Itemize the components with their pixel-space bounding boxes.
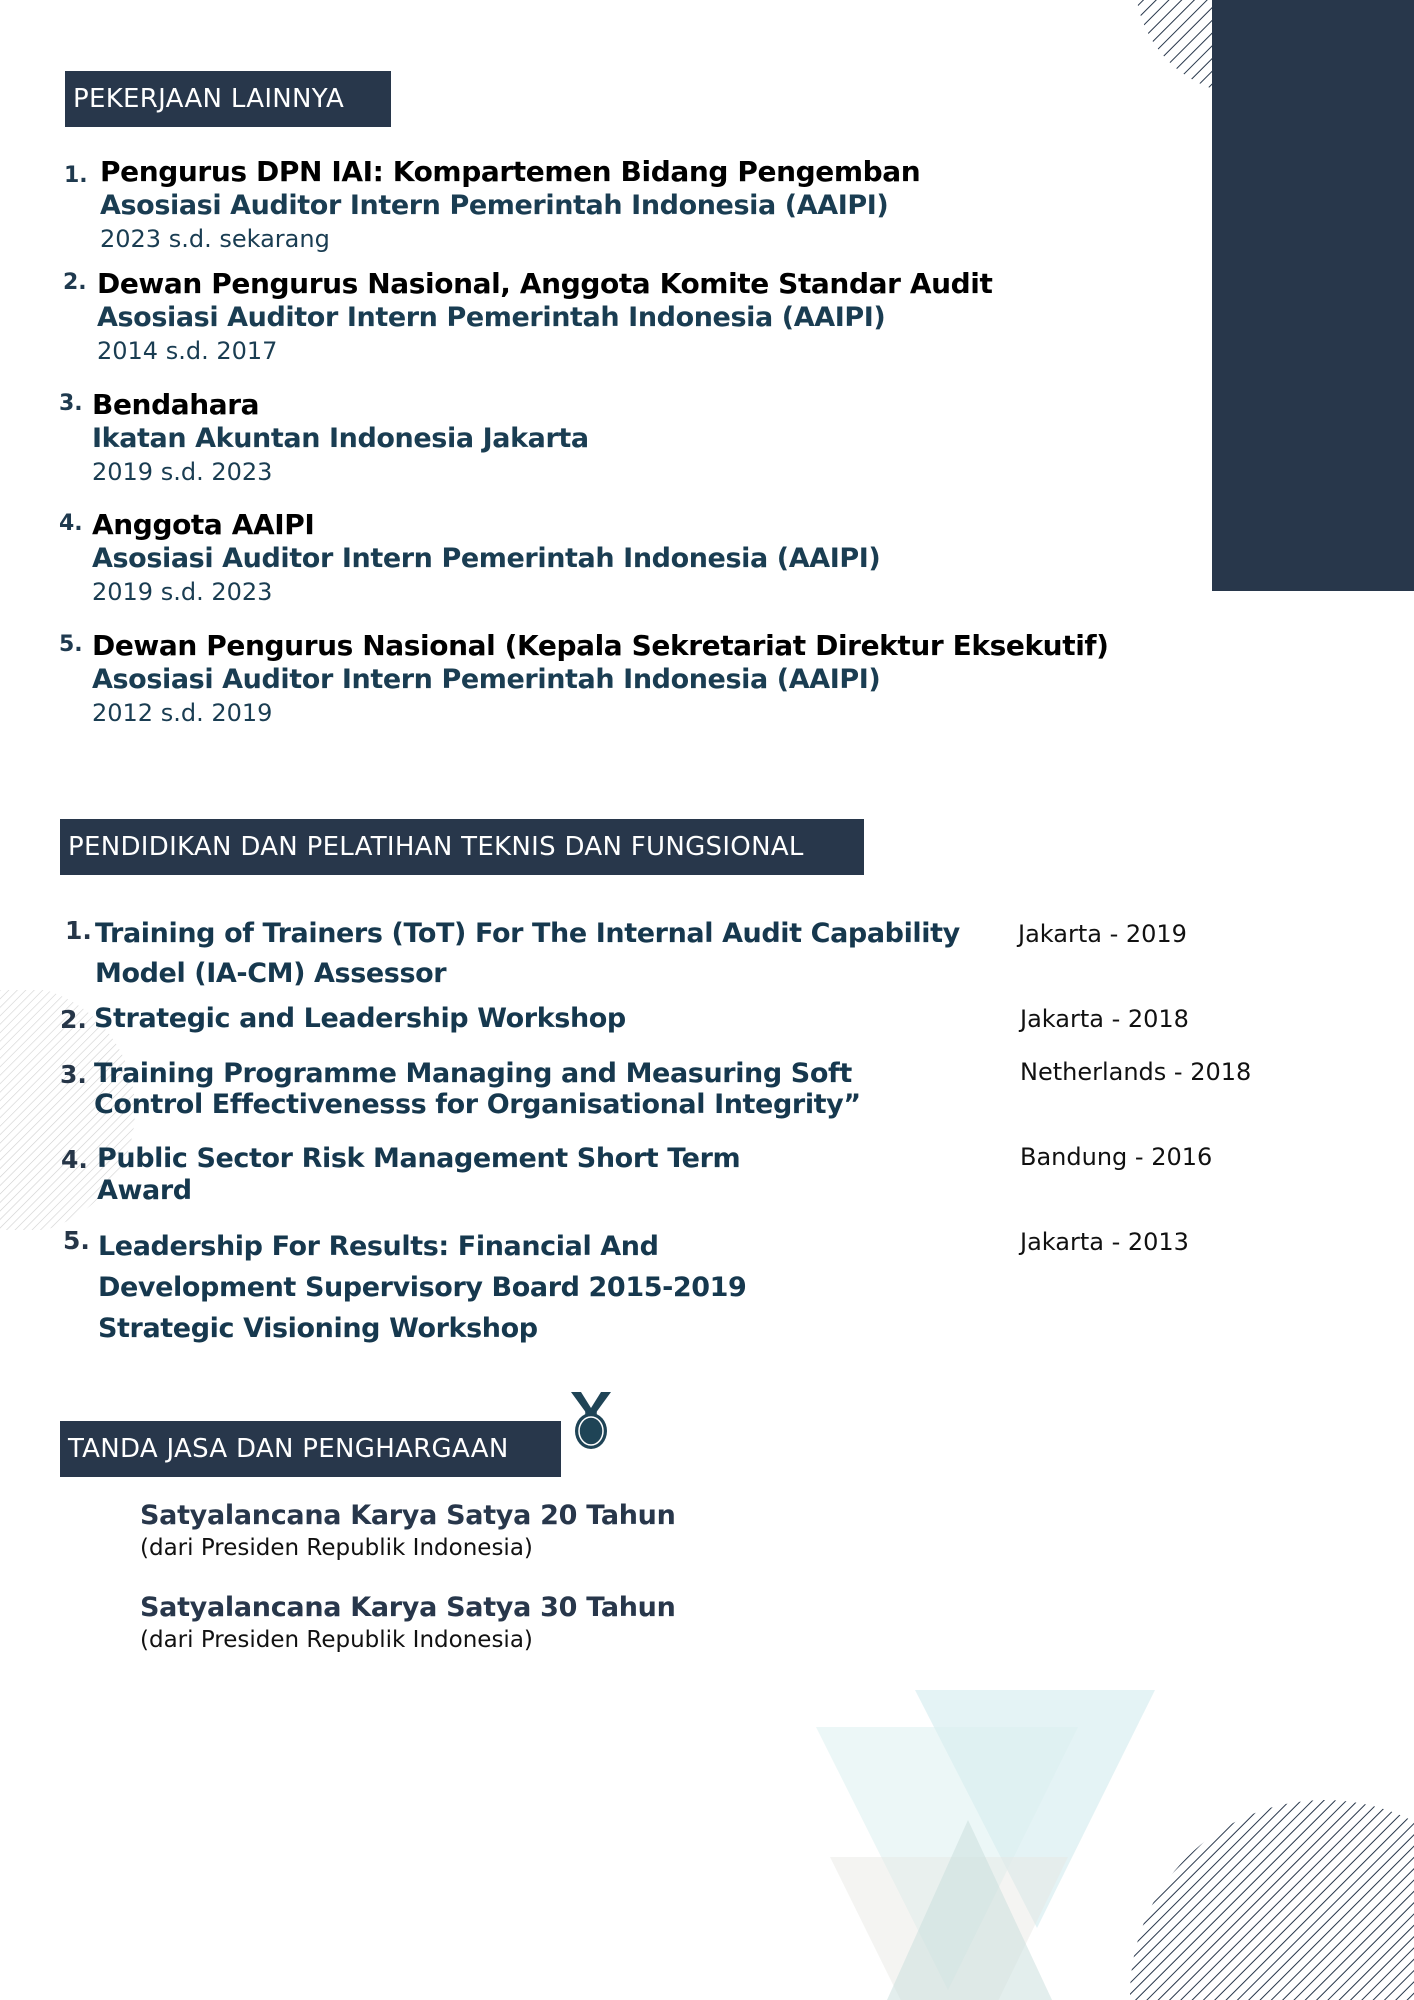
job-organization: Asosiasi Auditor Intern Pemerintah Indonesia (AAIPI)	[92, 664, 881, 695]
item-number: 4.	[59, 511, 83, 536]
job-title: Dewan Pengurus Nasional, Anggota Komite Standar Audit	[97, 267, 993, 300]
job-organization: Asosiasi Auditor Intern Pemerintah Indonesia (AAIPI)	[97, 302, 886, 333]
training-title: Development Supervisory Board 2015-2019	[98, 1272, 747, 1303]
item-number: 5.	[59, 632, 83, 657]
training-item	[63, 1226, 1189, 1349]
list-item	[59, 629, 1109, 727]
list-item	[64, 155, 921, 253]
training-title: Control Effectivenesss for Organisational Integrity”	[94, 1089, 861, 1120]
training-title: Award	[97, 1175, 192, 1206]
item-number: 4.	[61, 1145, 88, 1174]
award-name: Satyalancana Karya Satya 30 Tahun	[140, 1592, 676, 1623]
hatched-circle-bottom-decoration	[1130, 1790, 1414, 2000]
medal-icon	[569, 1392, 613, 1452]
item-number: 3.	[59, 391, 83, 416]
training-item	[60, 1003, 1189, 1034]
job-title: Dewan Pengurus Nasional (Kepala Sekretariat Direktur Eksekutif)	[92, 629, 1109, 662]
list-item	[59, 508, 881, 606]
item-number: 5.	[63, 1226, 90, 1255]
award-item	[140, 1500, 676, 1561]
training-item	[61, 1143, 1213, 1207]
training-place-year: Netherlands - 2018	[1020, 1058, 1252, 1086]
list-item	[59, 388, 589, 486]
item-number: 3.	[60, 1060, 87, 1089]
job-organization: Asosiasi Auditor Intern Pemerintah Indonesia (AAIPI)	[92, 543, 881, 574]
training-title: Public Sector Risk Management Short Term	[97, 1143, 741, 1174]
training-title: Training Programme Managing and Measuring Soft	[94, 1058, 852, 1089]
section-title: PEKERJAAN LAINNYA	[73, 84, 345, 114]
training-title: Training of Trainers (ToT) For The Internal Audit Capability	[95, 918, 960, 949]
item-number: 1.	[64, 163, 88, 188]
section-title: PENDIDIKAN DAN PELATIHAN TEKNIS DAN FUNGSIONAL	[68, 832, 804, 862]
training-place-year: Bandung - 2016	[1020, 1143, 1213, 1171]
job-title: Bendahara	[92, 388, 260, 421]
job-period: 2023 s.d. sekarang	[100, 225, 330, 253]
list-item	[63, 267, 993, 365]
hatched-circle-top-decoration	[1130, 0, 1220, 95]
item-number: 1.	[65, 916, 92, 945]
training-place-year: Jakarta - 2019	[1018, 920, 1187, 948]
job-organization: Asosiasi Auditor Intern Pemerintah Indonesia (AAIPI)	[100, 190, 889, 221]
section-header-training	[60, 819, 864, 875]
award-giver: (dari Presiden Republik Indonesia)	[140, 1627, 533, 1653]
section-title: TANDA JASA DAN PENGHARGAAN	[68, 1434, 509, 1464]
item-number: 2.	[63, 270, 87, 295]
job-period: 2014 s.d. 2017	[97, 337, 278, 365]
job-period: 2019 s.d. 2023	[92, 458, 273, 486]
job-title: Pengurus DPN IAI: Kompartemen Bidang Pengemban	[100, 155, 921, 188]
section-header-other-work	[65, 71, 391, 127]
training-item	[65, 914, 1187, 994]
award-item	[140, 1592, 676, 1653]
job-title: Anggota AAIPI	[92, 508, 315, 541]
right-sidebar-bar	[1212, 0, 1414, 591]
award-giver: (dari Presiden Republik Indonesia)	[140, 1535, 533, 1561]
training-title: Strategic and Leadership Workshop	[94, 1003, 626, 1034]
training-title: Strategic Visioning Workshop	[98, 1313, 538, 1344]
award-name: Satyalancana Karya Satya 20 Tahun	[140, 1500, 676, 1531]
job-organization: Ikatan Akuntan Indonesia Jakarta	[92, 423, 589, 454]
training-place-year: Jakarta - 2018	[1020, 1005, 1189, 1033]
training-place-year: Jakarta - 2013	[1020, 1228, 1189, 1256]
training-title: Leadership For Results: Financial And	[98, 1231, 659, 1262]
job-period: 2012 s.d. 2019	[92, 699, 273, 727]
section-header-awards	[60, 1421, 561, 1477]
item-number: 2.	[60, 1005, 87, 1034]
training-title: Model (IA-CM) Assessor	[95, 958, 447, 989]
job-period: 2019 s.d. 2023	[92, 578, 273, 606]
training-item	[60, 1058, 1252, 1120]
